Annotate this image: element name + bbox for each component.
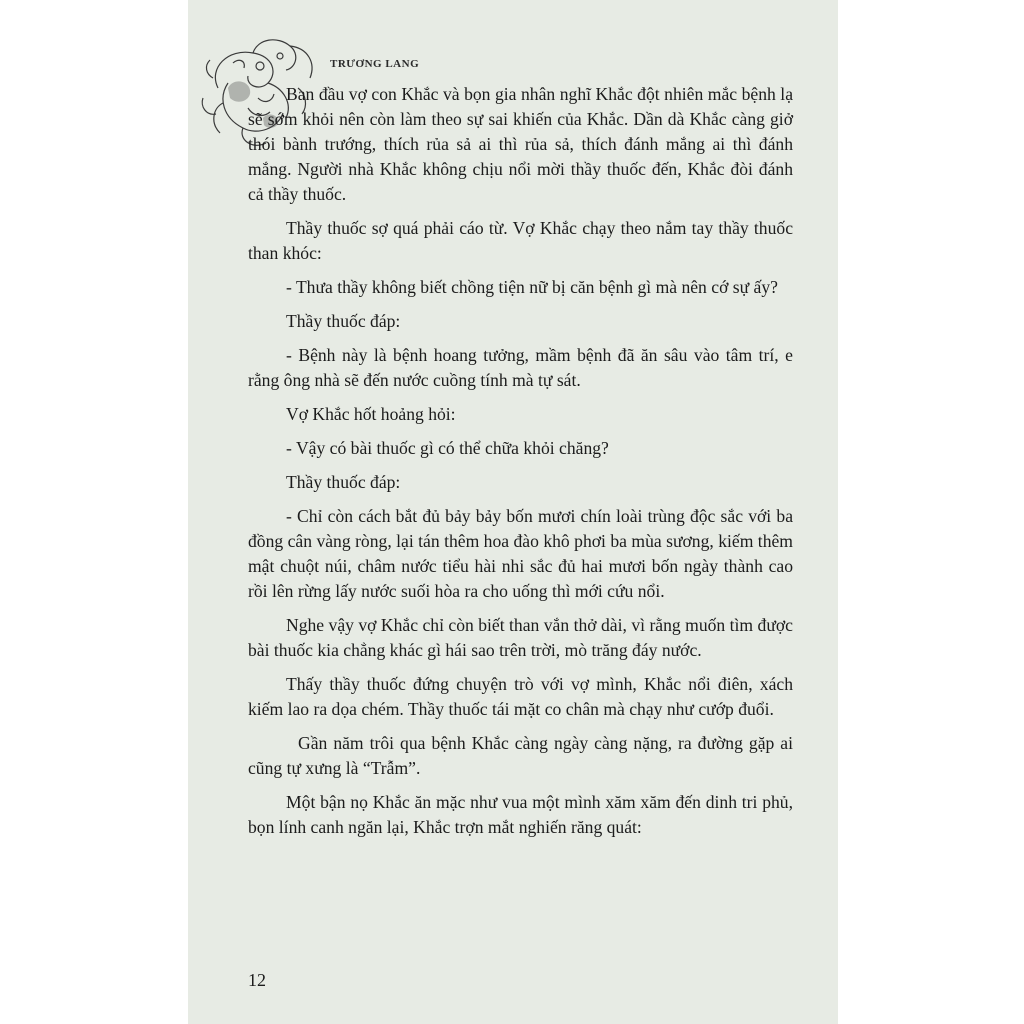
- paragraph: Thầy thuốc đáp:: [286, 472, 401, 492]
- paragraph: - Vậy có bài thuốc gì có thể chữa khỏi chăng?: [286, 438, 609, 458]
- page-number: 12: [248, 970, 266, 990]
- paragraph: Ban đầu vợ con Khắc và bọn gia nhân nghĩ Khắc đột nhiên mắc bệnh lạ sẽ sớm khỏi nên còn làm theo sự sai khiến của Khắc. Dần dà Khắc càng giở thói bành trướng, thích rủa sả ai thì rủa sả, thích đánh mắng ai thì đánh mắng. Người nhà Khắc không chịu nổi mời thầy thuốc đến, Khắc đòi đánh cả thầy thuốc.: [248, 84, 793, 204]
- paragraph: - Chỉ còn cách bắt đủ bảy bảy bốn mươi chín loài trùng độc sắc với ba đồng cân vàng ròng, lại tán thêm hoa đào khô phơi ba mùa sương, kiếm thêm mật chuột núi, châm nước tiểu hài nhi sắc đủ hai mươi bốn ngày thành cao rồi lên rừng lấy nước suối hòa ra cho uống thì mới cứu nổi.: [248, 506, 793, 601]
- paragraph: Thầy thuốc đáp:: [286, 311, 401, 331]
- paragraph: Gần năm trôi qua bệnh Khắc càng ngày càng nặng, ra đường gặp ai cũng tự xưng là “Trẫm”.: [248, 733, 793, 778]
- paragraph: Một bận nọ Khắc ăn mặc như vua một mình xăm xăm đến dinh tri phủ, bọn lính canh ngăn lại, Khắc trợn mắt nghiến răng quát:: [248, 792, 793, 837]
- paragraph: - Thưa thầy không biết chồng tiện nữ bị căn bệnh gì mà nên cớ sự ấy?: [286, 277, 778, 297]
- book-page: [188, 0, 838, 1024]
- body-text: [248, 82, 793, 849]
- paragraph: - Bệnh này là bệnh hoang tưởng, mầm bệnh đã ăn sâu vào tâm trí, e rằng ông nhà sẽ đến nước cuồng tính mà tự sát.: [248, 345, 793, 390]
- paragraph: Thầy thuốc sợ quá phải cáo từ. Vợ Khắc chạy theo nắm tay thầy thuốc than khóc:: [248, 218, 793, 263]
- paragraph: Nghe vậy vợ Khắc chỉ còn biết than vắn thở dài, vì rằng muốn tìm được bài thuốc kia chẳng khác gì hái sao trên trời, mò trăng đáy nước.: [248, 615, 793, 660]
- running-head: TRƯƠNG LANG: [330, 58, 420, 70]
- paragraph: Thấy thầy thuốc đứng chuyện trò với vợ mình, Khắc nổi điên, xách kiếm lao ra dọa chém. Thầy thuốc tái mặt co chân mà chạy như cướp đuổi.: [248, 674, 793, 719]
- paragraph: Vợ Khắc hốt hoảng hỏi:: [286, 404, 456, 424]
